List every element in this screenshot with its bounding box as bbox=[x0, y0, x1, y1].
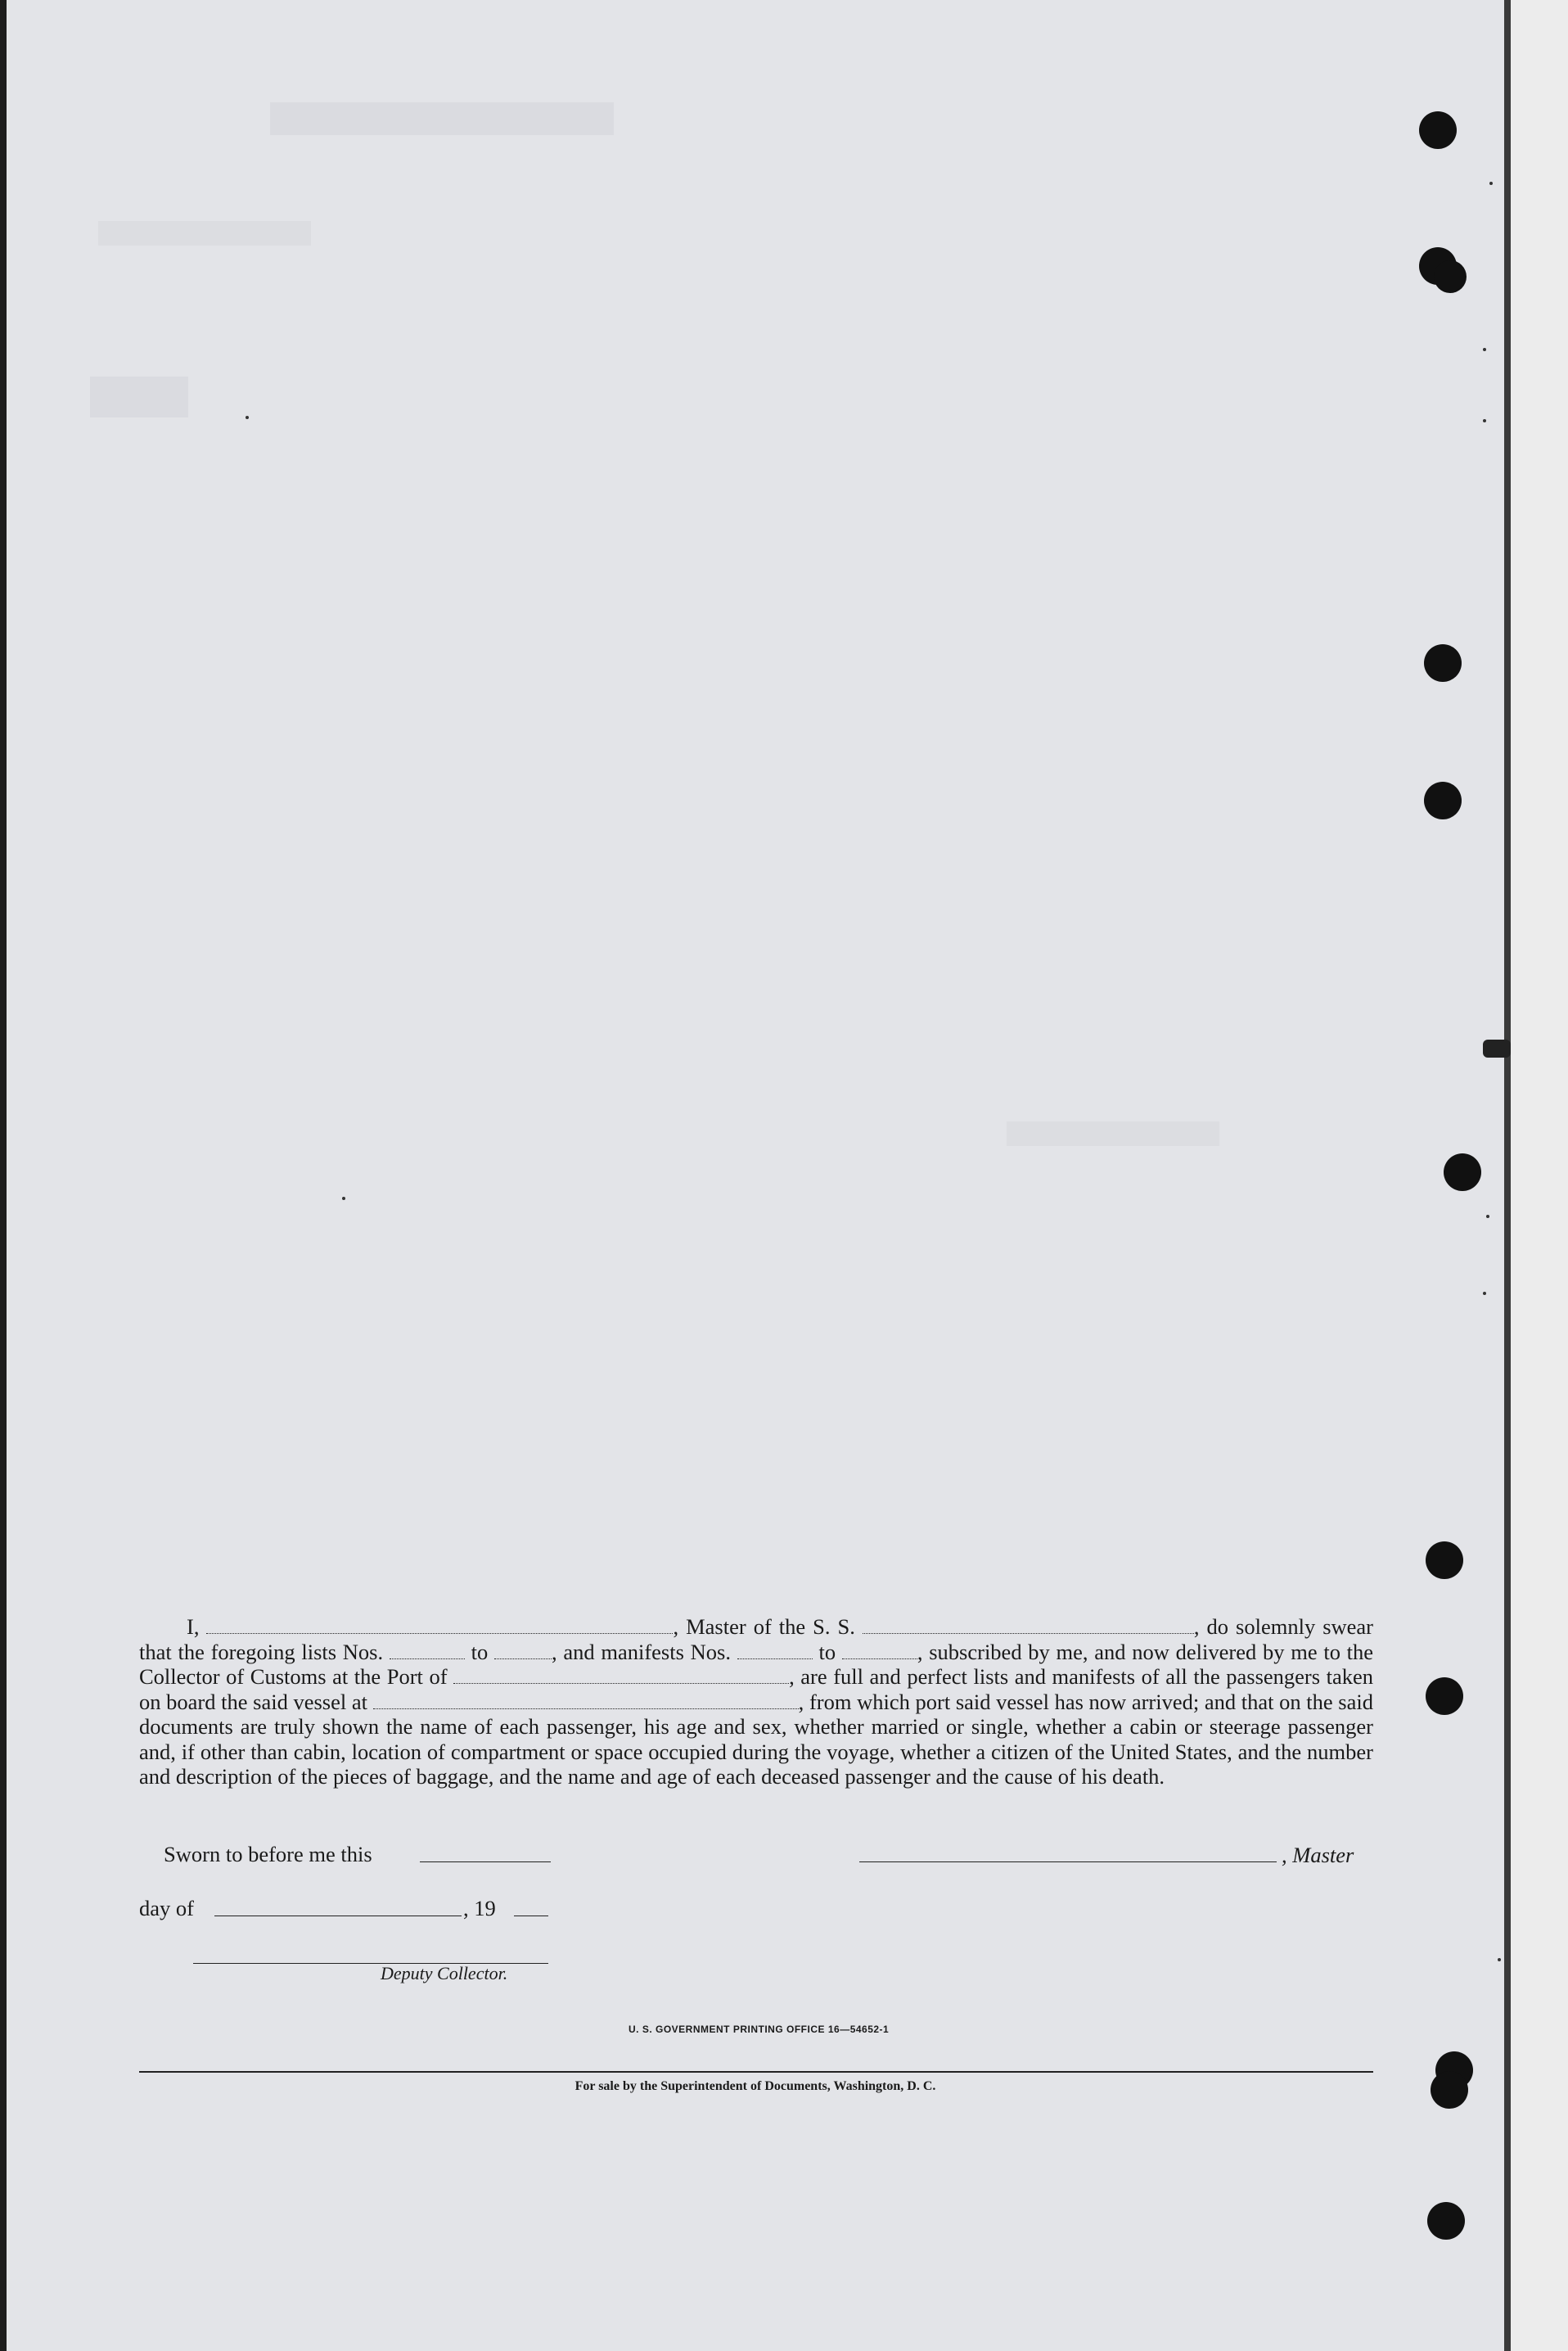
speck bbox=[1483, 348, 1486, 351]
punch-hole bbox=[1444, 1153, 1481, 1191]
master-label: , Master bbox=[1282, 1843, 1354, 1867]
manifest-no-to-blank bbox=[842, 1644, 917, 1659]
speck bbox=[1486, 1215, 1489, 1218]
oath-text: , subscribed by me, and now delivered by me to the Collector of Customs at the Port of bbox=[139, 1639, 1374, 1689]
speck bbox=[246, 416, 249, 419]
speck bbox=[1483, 1292, 1486, 1295]
bleed-through-mark bbox=[1007, 1121, 1219, 1146]
list-no-to-blank bbox=[494, 1644, 552, 1659]
oath-text: I, bbox=[187, 1614, 200, 1639]
binding-clip bbox=[1483, 1040, 1511, 1058]
oath-text: , are full and perfect lists and manifests of all the passengers taken on board the said vessel at bbox=[139, 1664, 1374, 1714]
deputy-collector-label: Deputy Collector. bbox=[381, 1963, 508, 1983]
oath-text: to bbox=[818, 1639, 836, 1664]
oath-text: , and manifests Nos. bbox=[552, 1639, 731, 1664]
speck bbox=[1489, 182, 1493, 185]
footer-sale-note: For sale by the Superintendent of Documents, Washington, D. C. bbox=[574, 2079, 936, 2093]
ship-name-blank bbox=[863, 1618, 1194, 1634]
sworn-label: Sworn to before me this bbox=[164, 1842, 372, 1866]
punch-hole bbox=[1426, 1677, 1463, 1715]
year-prefix: , 19 bbox=[463, 1896, 496, 1920]
master-name-blank bbox=[206, 1618, 673, 1634]
punch-hole bbox=[1424, 644, 1462, 682]
speck bbox=[1498, 1958, 1501, 1961]
bleed-through-mark bbox=[98, 221, 311, 246]
oath-text: , do solemnly swear that the foregoing lists Nos. bbox=[139, 1614, 1374, 1664]
footer-rule bbox=[139, 2071, 1373, 2073]
oath-text: , Master of the S. S. bbox=[673, 1614, 855, 1639]
oath-text: to bbox=[471, 1639, 489, 1664]
printing-office-note: U. S. GOVERNMENT PRINTING OFFICE 16—54652-1 bbox=[629, 2024, 890, 2035]
speck bbox=[1483, 419, 1486, 422]
oath-text: , from which port said vessel has now arrived; and that on the said documents are truly shown the name of each passenger, his age and sex, whether married or single, whether a cabin or steerage passenger and, if other than cabin, location of compartment or space occupied during the voyage, whether a citizen of the United States, and the number and description of the pieces of baggage, and the name and age of each deceased passenger and the cause of his death. bbox=[139, 1689, 1373, 1789]
document-page bbox=[7, 0, 1511, 2351]
oath-paragraph bbox=[139, 1614, 1373, 1789]
bleed-through-mark bbox=[270, 102, 614, 135]
punch-hole bbox=[1427, 2202, 1465, 2240]
manifest-no-from-blank bbox=[737, 1644, 813, 1659]
sworn-date-blank bbox=[420, 1861, 551, 1862]
scanner-margin bbox=[1511, 0, 1568, 2351]
speck bbox=[342, 1197, 345, 1200]
day-of-label: day of bbox=[139, 1896, 194, 1920]
port-blank bbox=[453, 1668, 789, 1684]
master-signature-line bbox=[859, 1861, 1277, 1862]
bleed-through-mark bbox=[90, 377, 188, 417]
punch-hole bbox=[1426, 1541, 1463, 1579]
punch-hole bbox=[1424, 782, 1462, 819]
punch-hole bbox=[1419, 111, 1457, 149]
list-no-from-blank bbox=[390, 1644, 465, 1659]
punch-hole bbox=[1434, 260, 1467, 293]
departure-port-blank bbox=[373, 1694, 799, 1709]
